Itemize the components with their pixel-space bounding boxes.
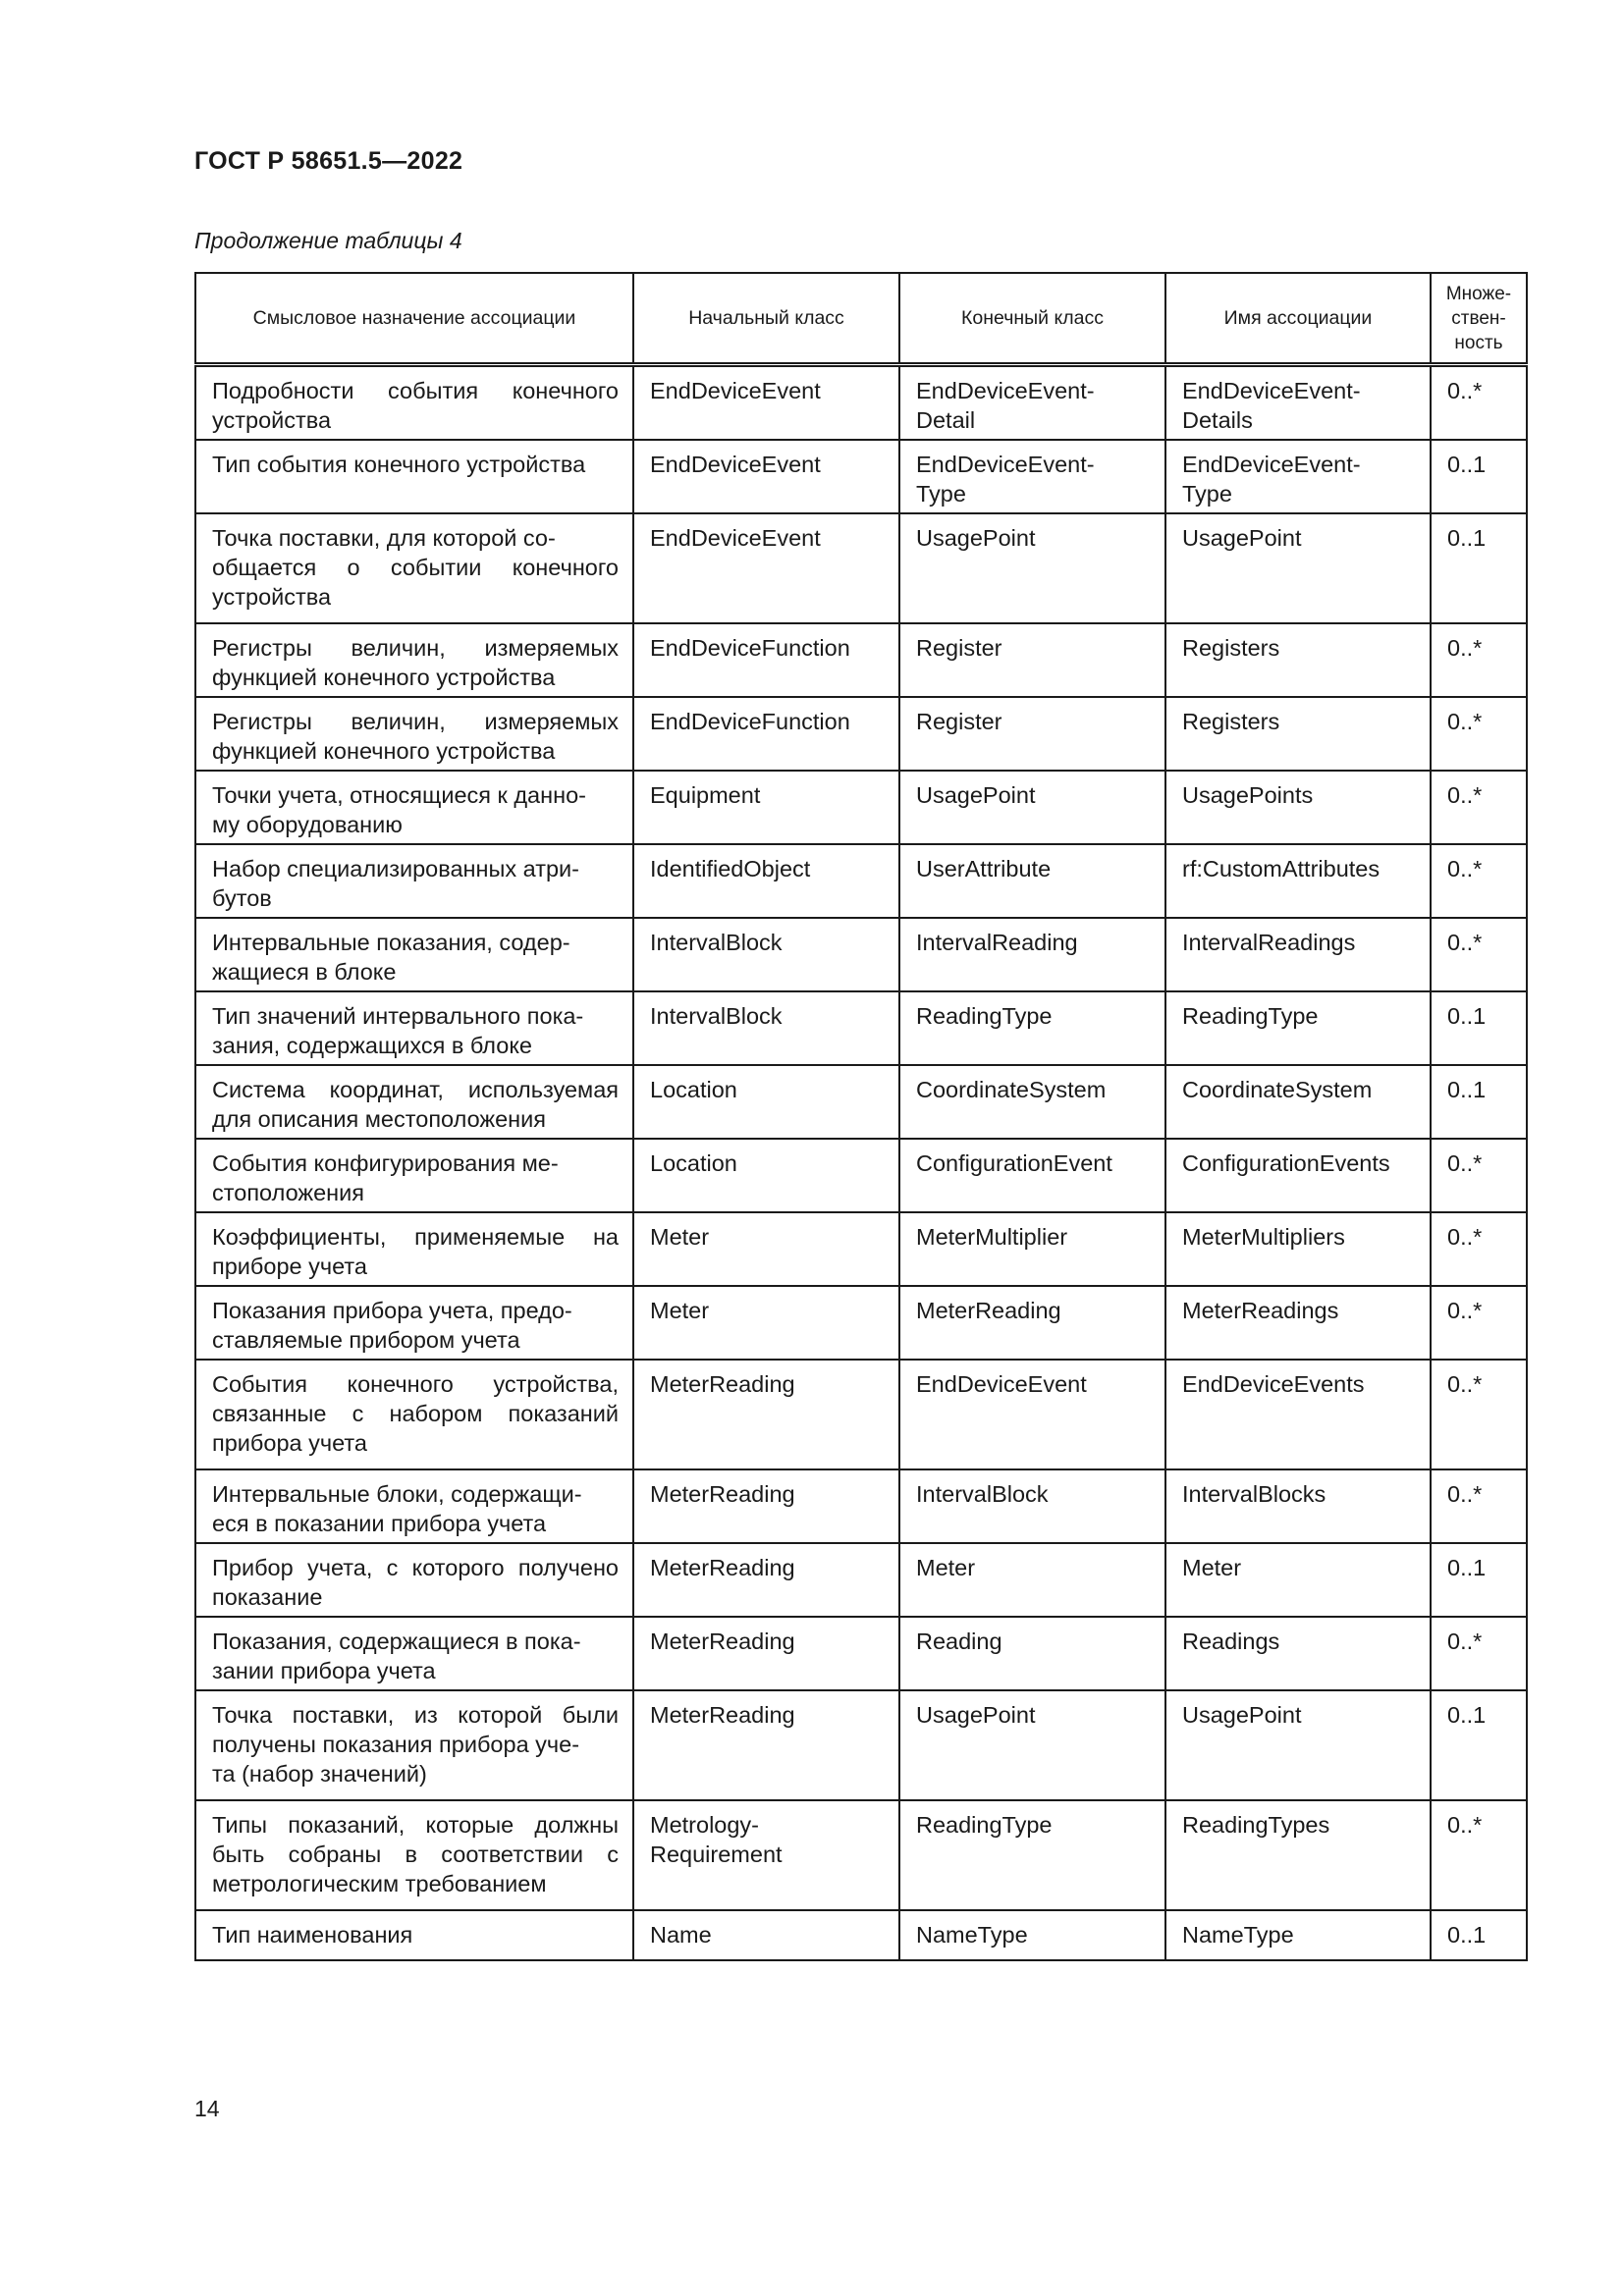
cell-association-name: IntervalBlocks xyxy=(1165,1469,1431,1543)
cell-association-name: MeterReadings xyxy=(1165,1286,1431,1360)
cell-purpose: Точки учета, относящиеся к данно- му оборудованию xyxy=(195,771,633,844)
cell-end-class: UsagePoint xyxy=(899,1690,1165,1800)
cell-association-name: EndDeviceEvents xyxy=(1165,1360,1431,1469)
cell-multiplicity: 0..1 xyxy=(1431,513,1527,623)
cell-start-class: Meter xyxy=(633,1212,899,1286)
table-row xyxy=(195,365,1527,441)
cell-purpose: Точка поставки, для которой со- общается о событии конечного устройства xyxy=(195,513,633,623)
cell-end-class: EndDeviceEvent xyxy=(899,1360,1165,1469)
cell-end-class: ReadingType xyxy=(899,1800,1165,1910)
table-row xyxy=(195,991,1527,1065)
table-row xyxy=(195,1543,1527,1617)
cell-end-class: Reading xyxy=(899,1617,1165,1690)
cell-purpose: Прибор учета, с которого получено показание xyxy=(195,1543,633,1617)
cell-start-class: MeterReading xyxy=(633,1543,899,1617)
column-header-association-name: Имя ассоциации xyxy=(1165,273,1431,365)
cell-end-class: ReadingType xyxy=(899,991,1165,1065)
cell-start-class: EndDeviceFunction xyxy=(633,623,899,697)
cell-multiplicity: 0..1 xyxy=(1431,991,1527,1065)
table-row xyxy=(195,513,1527,623)
cell-start-class: EndDeviceEvent xyxy=(633,513,899,623)
cell-association-name: UsagePoint xyxy=(1165,1690,1431,1800)
column-header-start-class: Начальный класс xyxy=(633,273,899,365)
cell-association-name: Readings xyxy=(1165,1617,1431,1690)
cell-association-name: ReadingTypes xyxy=(1165,1800,1431,1910)
cell-multiplicity: 0..* xyxy=(1431,1800,1527,1910)
table-row xyxy=(195,1617,1527,1690)
cell-association-name: ReadingType xyxy=(1165,991,1431,1065)
cell-start-class: EndDeviceFunction xyxy=(633,697,899,771)
cell-multiplicity: 0..* xyxy=(1431,1286,1527,1360)
cell-association-name: Registers xyxy=(1165,623,1431,697)
table-row xyxy=(195,918,1527,991)
cell-end-class: NameType xyxy=(899,1910,1165,1960)
cell-association-name: NameType xyxy=(1165,1910,1431,1960)
cell-multiplicity: 0..* xyxy=(1431,1212,1527,1286)
table-row xyxy=(195,1139,1527,1212)
cell-purpose: Регистры величин, измеряемых функцией конечного устройства xyxy=(195,623,633,697)
table-row xyxy=(195,1360,1527,1469)
cell-purpose: Типы показаний, которые должны быть собраны в соответствии с метрологическим требованием xyxy=(195,1800,633,1910)
table-row xyxy=(195,1469,1527,1543)
cell-purpose: События конечного устройства, связанные с набором показаний прибора учета xyxy=(195,1360,633,1469)
cell-purpose: Точка поставки, из которой были получены показания прибора уче- та (набор значений) xyxy=(195,1690,633,1800)
cell-association-name: UsagePoint xyxy=(1165,513,1431,623)
cell-purpose: Тип значений интервального пока- зания, содержащихся в блоке xyxy=(195,991,633,1065)
table-body xyxy=(195,365,1527,1961)
table-row xyxy=(195,844,1527,918)
cell-multiplicity: 0..1 xyxy=(1431,1065,1527,1139)
cell-purpose: Интервальные показания, содер- жащиеся в блоке xyxy=(195,918,633,991)
cell-start-class: Meter xyxy=(633,1286,899,1360)
cell-association-name: UsagePoints xyxy=(1165,771,1431,844)
cell-multiplicity: 0..* xyxy=(1431,844,1527,918)
table-row xyxy=(195,1690,1527,1800)
page-number: 14 xyxy=(194,2096,220,2121)
cell-start-class: IntervalBlock xyxy=(633,991,899,1065)
cell-purpose: Подробности события конечного устройства xyxy=(195,365,633,441)
cell-start-class: MeterReading xyxy=(633,1469,899,1543)
cell-end-class: UserAttribute xyxy=(899,844,1165,918)
table-header-row xyxy=(195,273,1527,365)
table-row xyxy=(195,440,1527,513)
cell-association-name: ConfigurationEvents xyxy=(1165,1139,1431,1212)
cell-purpose: Система координат, используемая для описания местоположения xyxy=(195,1065,633,1139)
cell-end-class: Register xyxy=(899,697,1165,771)
cell-multiplicity: 0..1 xyxy=(1431,440,1527,513)
cell-multiplicity: 0..* xyxy=(1431,623,1527,697)
cell-association-name: Registers xyxy=(1165,697,1431,771)
cell-end-class: CoordinateSystem xyxy=(899,1065,1165,1139)
table-row xyxy=(195,697,1527,771)
cell-start-class: MeterReading xyxy=(633,1690,899,1800)
cell-multiplicity: 0..1 xyxy=(1431,1543,1527,1617)
cell-association-name: EndDeviceEvent- Type xyxy=(1165,440,1431,513)
cell-end-class: MeterMultiplier xyxy=(899,1212,1165,1286)
cell-end-class: EndDeviceEvent- Type xyxy=(899,440,1165,513)
table-caption: Продолжение таблицы 4 xyxy=(194,228,462,253)
cell-association-name: MeterMultipliers xyxy=(1165,1212,1431,1286)
cell-purpose: События конфигурирования ме- стоположения xyxy=(195,1139,633,1212)
cell-multiplicity: 0..* xyxy=(1431,697,1527,771)
cell-start-class: MeterReading xyxy=(633,1617,899,1690)
table-row xyxy=(195,1910,1527,1960)
cell-association-name: EndDeviceEvent- Details xyxy=(1165,365,1431,441)
cell-end-class: EndDeviceEvent- Detail xyxy=(899,365,1165,441)
cell-start-class: IdentifiedObject xyxy=(633,844,899,918)
cell-end-class: Register xyxy=(899,623,1165,697)
cell-multiplicity: 0..* xyxy=(1431,918,1527,991)
cell-multiplicity: 0..* xyxy=(1431,1617,1527,1690)
associations-table xyxy=(194,272,1528,1961)
cell-purpose: Регистры величин, измеряемых функцией конечного устройства xyxy=(195,697,633,771)
cell-purpose: Коэффициенты, применяемые на приборе учета xyxy=(195,1212,633,1286)
cell-start-class: EndDeviceEvent xyxy=(633,365,899,441)
table-row xyxy=(195,1800,1527,1910)
cell-start-class: Metrology- Requirement xyxy=(633,1800,899,1910)
cell-association-name: CoordinateSystem xyxy=(1165,1065,1431,1139)
cell-end-class: UsagePoint xyxy=(899,771,1165,844)
table-row xyxy=(195,771,1527,844)
cell-multiplicity: 0..* xyxy=(1431,1139,1527,1212)
cell-purpose: Набор специализированных атри- бутов xyxy=(195,844,633,918)
cell-start-class: MeterReading xyxy=(633,1360,899,1469)
cell-end-class: IntervalBlock xyxy=(899,1469,1165,1543)
cell-multiplicity: 0..* xyxy=(1431,1469,1527,1543)
cell-purpose: Интервальные блоки, содержащи- еся в показании прибора учета xyxy=(195,1469,633,1543)
cell-start-class: Name xyxy=(633,1910,899,1960)
cell-start-class: Equipment xyxy=(633,771,899,844)
column-header-end-class: Конечный класс xyxy=(899,273,1165,365)
cell-association-name: rf:CustomAttributes xyxy=(1165,844,1431,918)
cell-start-class: IntervalBlock xyxy=(633,918,899,991)
table-row xyxy=(195,623,1527,697)
cell-end-class: IntervalReading xyxy=(899,918,1165,991)
table-row xyxy=(195,1286,1527,1360)
cell-association-name: IntervalReadings xyxy=(1165,918,1431,991)
column-header-purpose: Смысловое назначение ассоциации xyxy=(195,273,633,365)
cell-end-class: Meter xyxy=(899,1543,1165,1617)
cell-end-class: ConfigurationEvent xyxy=(899,1139,1165,1212)
cell-purpose: Показания, содержащиеся в пока- зании прибора учета xyxy=(195,1617,633,1690)
cell-purpose: Показания прибора учета, предо- ставляемые прибором учета xyxy=(195,1286,633,1360)
column-header-multiplicity: Множе- ствен- ность xyxy=(1431,273,1527,365)
cell-association-name: Meter xyxy=(1165,1543,1431,1617)
cell-end-class: UsagePoint xyxy=(899,513,1165,623)
document-header: ГОСТ Р 58651.5—2022 xyxy=(194,147,463,175)
cell-start-class: Location xyxy=(633,1065,899,1139)
cell-multiplicity: 0..* xyxy=(1431,1360,1527,1469)
cell-purpose: Тип наименования xyxy=(195,1910,633,1960)
cell-start-class: EndDeviceEvent xyxy=(633,440,899,513)
table-row xyxy=(195,1212,1527,1286)
table-row xyxy=(195,1065,1527,1139)
cell-multiplicity: 0..1 xyxy=(1431,1690,1527,1800)
cell-multiplicity: 0..* xyxy=(1431,771,1527,844)
cell-end-class: MeterReading xyxy=(899,1286,1165,1360)
cell-purpose: Тип события конечного устройства xyxy=(195,440,633,513)
cell-multiplicity: 0..* xyxy=(1431,365,1527,441)
cell-multiplicity: 0..1 xyxy=(1431,1910,1527,1960)
cell-start-class: Location xyxy=(633,1139,899,1212)
